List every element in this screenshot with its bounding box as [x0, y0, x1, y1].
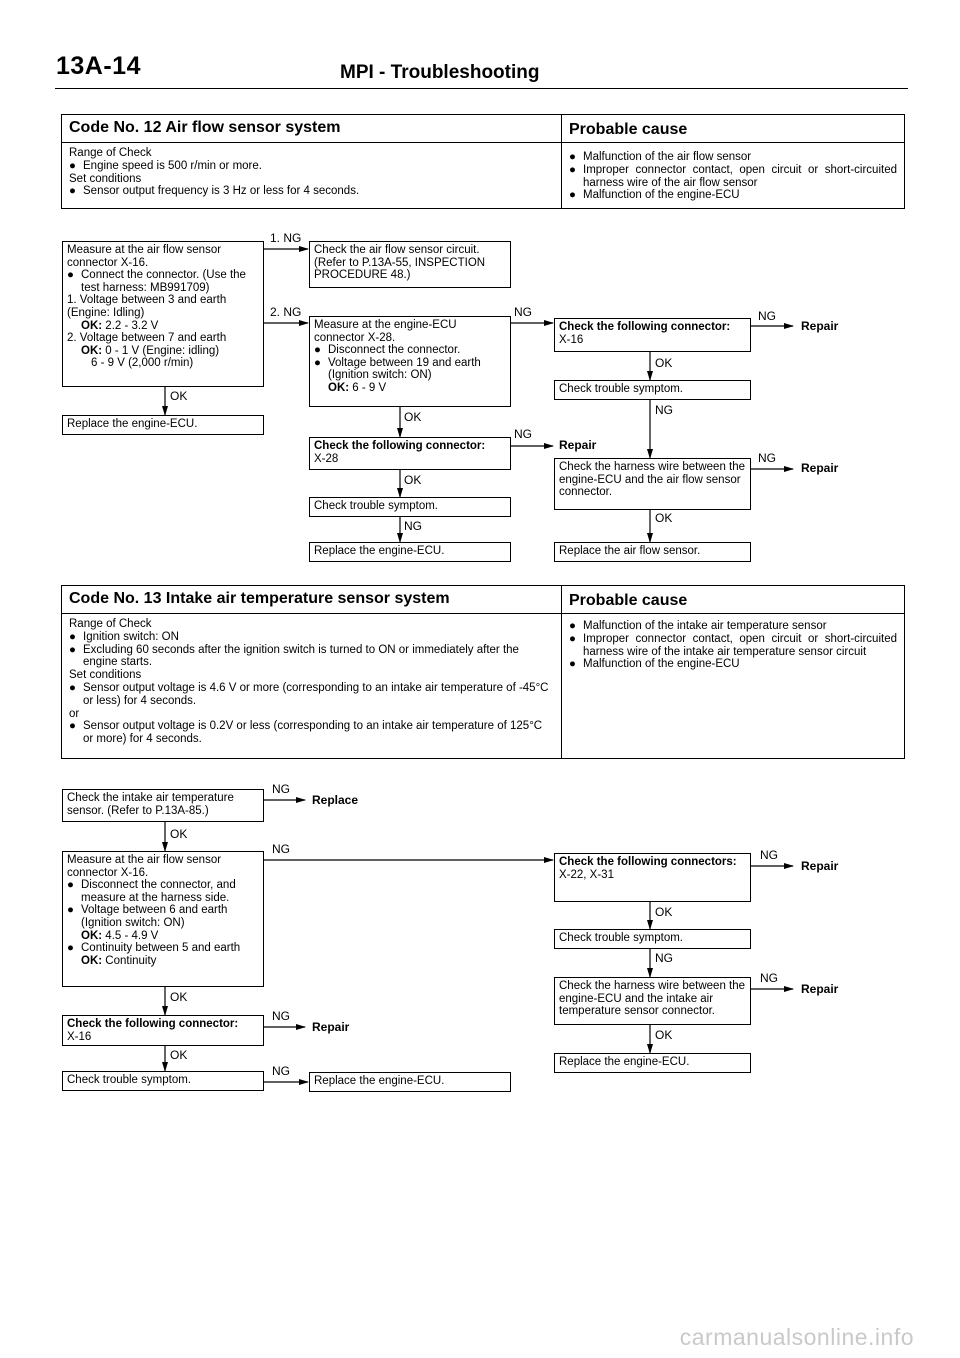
check-harness-box: Check the harness wire between the engine-ECU and the intake air temperature sensor connector.	[554, 977, 751, 1025]
label-ng: NG	[655, 951, 673, 965]
repair-label: Repair	[801, 859, 839, 873]
label-ok: OK	[404, 410, 422, 424]
label-ng: NG	[404, 519, 422, 533]
label-ok: OK	[170, 389, 188, 403]
replace-ecu-box: Replace the engine-ECU.	[309, 542, 511, 562]
repair-label: Repair	[312, 1020, 350, 1034]
page-title: MPI - Troubleshooting	[340, 62, 540, 83]
measure-sensor-box: Measure at the air flow sensor connector X-16. ● Disconnect the connector, and measure at the harness side. ● Voltage between 6 and earth (Ignition switch: ON) OK: 4.5 - 4.9 V ● Continuity between 5 and earth OK: Continuity	[62, 851, 264, 987]
label-ng: NG	[514, 305, 532, 319]
label-ng: NG	[760, 848, 778, 862]
replace-ecu-box: Replace the engine-ECU.	[309, 1072, 511, 1092]
replace-ecu-box: Replace the engine-ECU.	[554, 1053, 751, 1073]
code12-title: Code No. 12 Air flow sensor system	[69, 119, 341, 136]
label-ok: OK	[170, 827, 188, 841]
code12-causes: ● Malfunction of the air flow sensor ● Improper connector contact, open circuit or short-circuited harness wire of the air flow sensor ● Malfunction of the engine-ECU	[569, 151, 897, 202]
replace-label: Replace	[312, 793, 359, 807]
check-trouble-box: Check trouble symptom.	[554, 380, 751, 400]
replace-ecu-box: Replace the engine-ECU.	[62, 415, 264, 435]
measure-sensor-box: Measure at the air flow sensor connector X-16. ● Connect the connector. (Use the test harness: MB991709) 1. Voltage between 3 and earth (Engine: Idling) OK: 2.2 - 3.2 V 2. Voltage between 7 and earth OK: 0 - 1 V (Engine: idling) 6 - 9 V (2,000 r/min)	[62, 241, 264, 387]
label-ng1: 1. NG	[270, 231, 302, 245]
code12-cause-title: Probable cause	[569, 121, 688, 138]
code12-conditions: Range of Check ● Engine speed is 500 r/min or more. Set conditions ● Sensor output frequency is 3 Hz or less for 4 seconds.	[69, 147, 549, 198]
measure-ecu-box: Measure at the engine-ECU connector X-28. ● Disconnect the connector. ● Voltage between 19 and earth (Ignition switch: ON) OK: 6 - 9 V	[309, 316, 511, 407]
code13-causes: ● Malfunction of the intake air temperature sensor ● Improper connector contact, open circuit or short-circuited harness wire of the intake air temperature sensor circuit ● Malfunction of the engine-ECU	[569, 620, 897, 671]
label-ok: OK	[655, 511, 673, 525]
cause-item: Malfunction of the air flow sensor	[583, 151, 752, 163]
range-item: Engine speed is 500 r/min or more.	[83, 159, 262, 172]
code13-conditions: Range of Check ● Ignition switch: ON ● Excluding 60 seconds after the ignition switch is turned to ON or immediately after the engine starts. Set conditions ● Sensor output voltage is 4.6 V or more (corresponding to an intake air temperature of -45°C or less) for 4 seconds. or ● Sensor output voltage is 0.2V or less (corresponding to an intake air temperature of 125°C or more) for 4 seconds.	[69, 618, 549, 746]
check-circuit-box: Check the air flow sensor circuit. (Refer to P.13A-55, INSPECTION PROCEDURE 48.)	[309, 241, 511, 288]
label-ok: OK	[655, 905, 673, 919]
check-x22-box: Check the following connectors: X-22, X-31	[554, 853, 751, 902]
label-ng: NG	[272, 1009, 290, 1023]
label-ng: NG	[758, 309, 776, 323]
range-label: Range of Check	[69, 147, 152, 159]
cause-item: Improper connector contact, open circuit or short-circuited harness wire of the air flow sensor	[583, 163, 897, 189]
label-ng: NG	[272, 842, 290, 856]
label-ok: OK	[655, 1028, 673, 1042]
set-item: Sensor output frequency is 3 Hz or less for 4 seconds.	[83, 185, 360, 198]
label-ng2: 2. NG	[270, 305, 302, 319]
label-ng: NG	[272, 1064, 290, 1078]
check-iat-box: Check the intake air temperature sensor. (Refer to P.13A-85.)	[62, 789, 264, 822]
code13-table	[61, 585, 905, 759]
check-trouble-box: Check trouble symptom.	[62, 1071, 264, 1091]
check-trouble-box: Check trouble symptom.	[309, 497, 511, 517]
watermark: carmanualsonline.info	[679, 1323, 914, 1350]
label-ng: NG	[655, 403, 673, 417]
label-ok: OK	[655, 356, 673, 370]
label-ok: OK	[170, 1048, 188, 1062]
replace-afs-box: Replace the air flow sensor.	[554, 542, 751, 562]
label-ng: NG	[760, 971, 778, 985]
set-label: Set conditions	[69, 172, 142, 185]
check-x28-box: Check the following connector: X-28	[309, 437, 511, 470]
repair-label: Repair	[801, 982, 839, 996]
check-harness-box: Check the harness wire between the engine-ECU and the air flow sensor connector.	[554, 458, 751, 510]
code13-title: Code No. 13 Intake air temperature sensor system	[69, 590, 450, 607]
label-ok: OK	[170, 990, 188, 1004]
label-ng: NG	[514, 427, 532, 441]
check-x16-box: Check the following connector: X-16	[554, 318, 751, 352]
cause-item: Malfunction of the engine-ECU	[583, 189, 740, 202]
label-ok: OK	[404, 473, 422, 487]
label-ng: NG	[272, 782, 290, 796]
check-x16-box: Check the following connector: X-16	[62, 1015, 264, 1046]
label-ng: NG	[758, 451, 776, 465]
repair-label: Repair	[559, 438, 597, 452]
code13-cause-title: Probable cause	[569, 592, 688, 609]
repair-label: Repair	[801, 461, 839, 475]
repair-label: Repair	[801, 319, 839, 333]
page-number: 13A-14	[56, 52, 141, 80]
check-trouble-box: Check trouble symptom.	[554, 929, 751, 949]
